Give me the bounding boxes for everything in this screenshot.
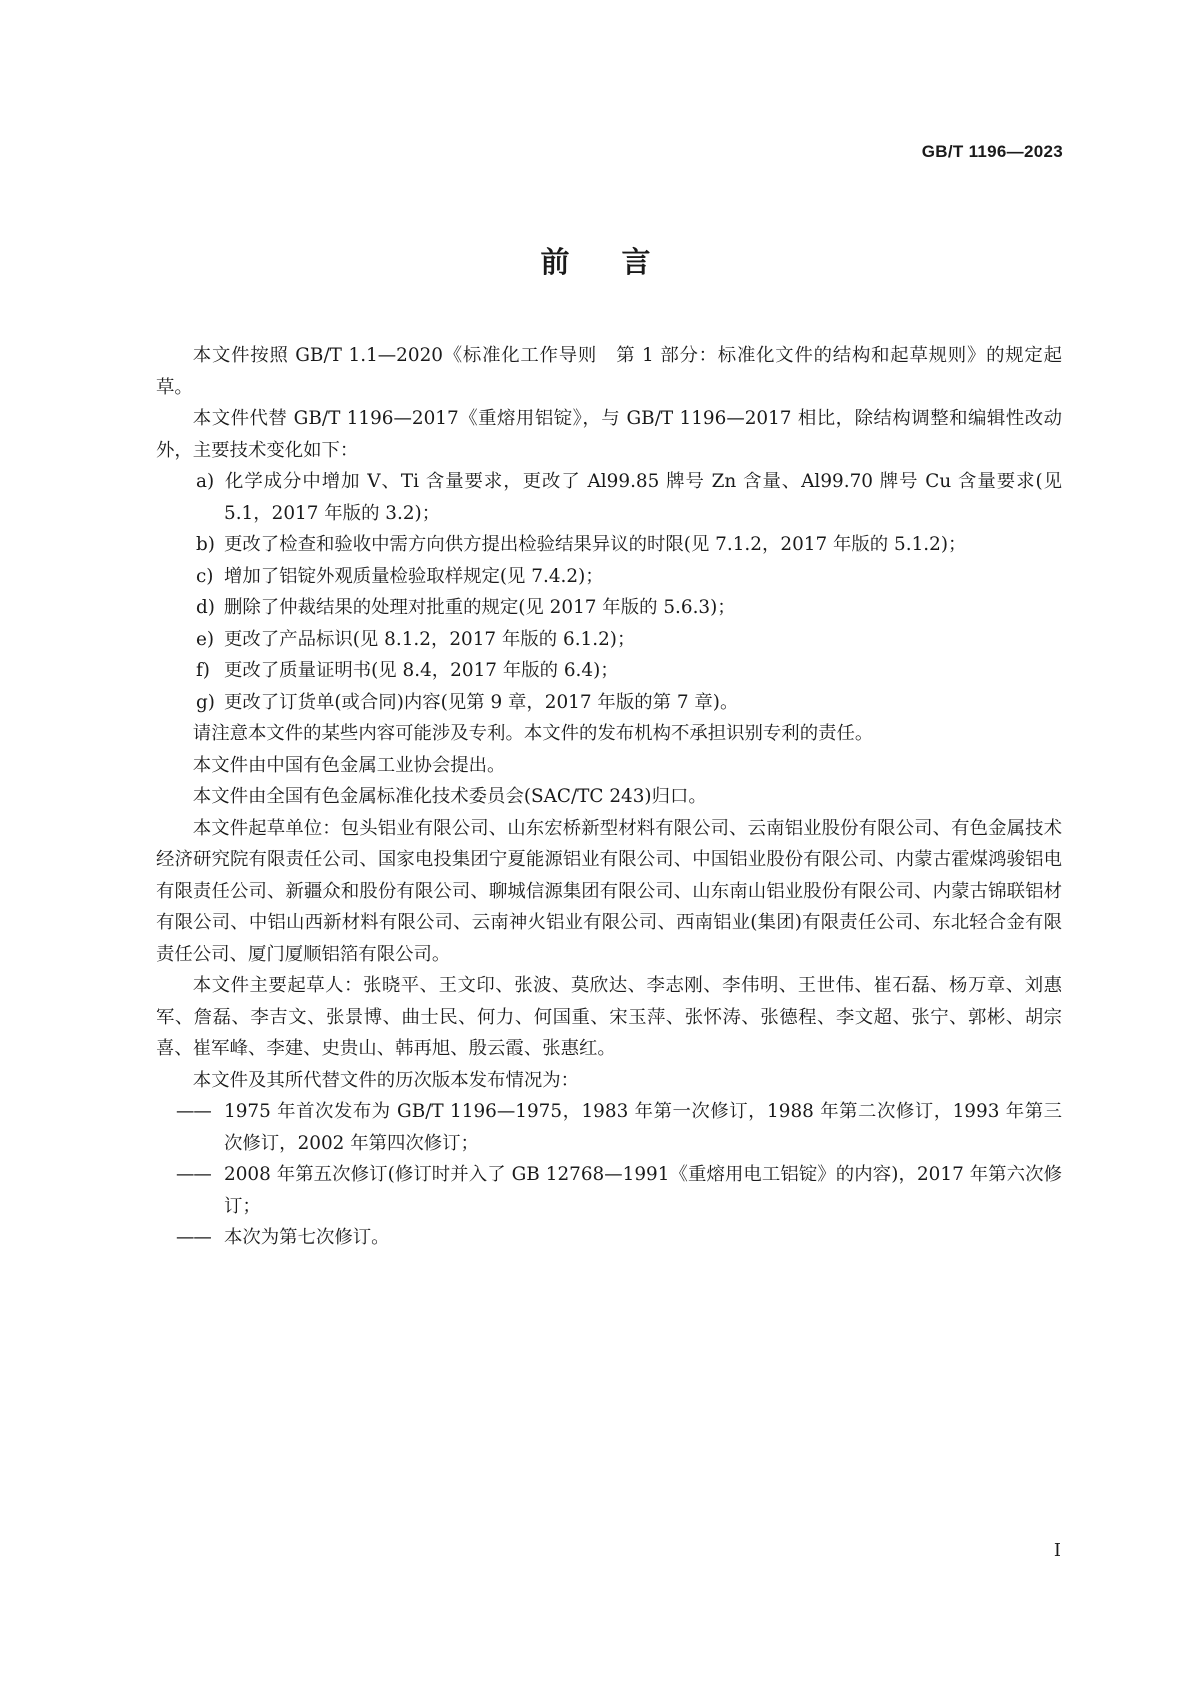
change-item-g: g) 更改了订货单(或合同)内容(见第 9 章，2017 年版的第 7 章)。 bbox=[196, 691, 739, 713]
document-body bbox=[156, 340, 1062, 1254]
history-item-2: —— 2008 年第五次修订(修订时并入了 GB 12768—1991《重熔用电工铝锭》的内容)，2017 年第六次修订； bbox=[176, 1164, 1062, 1217]
paragraph-replacement: 本文件代替 GB/T 1196—2017《重熔用铝锭》，与 GB/T 1196—2017 相比，除结构调整和编辑性改动外，主要技术变化如下： bbox=[156, 408, 1062, 461]
page-title: 前言 bbox=[540, 245, 703, 279]
change-item-a: a) 化学成分中增加 V、Ti 含量要求，更改了 Al99.85 牌号 Zn 含量、Al99.70 牌号 Cu 含量要求(见 5.1，2017 年版的 3.2)； bbox=[196, 471, 1062, 524]
paragraph-history-intro: 本文件及其所代替文件的历次版本发布情况为： bbox=[192, 1069, 580, 1091]
history-item-1: —— 1975 年首次发布为 GB/T 1196—1975，1983 年第一次修订，1988 年第二次修订，1993 年第三次修订，2002 年第四次修订； bbox=[176, 1101, 1062, 1154]
change-item-d: d) 删除了仲裁结果的处理对批重的规定(见 2017 年版的 5.6.3)； bbox=[196, 597, 736, 618]
paragraph-drafting-units: 本文件起草单位：包头铝业有限公司、山东宏桥新型材料有限公司、云南铝业股份有限公司、有色金属技术经济研究院有限责任公司、国家电投集团宁夏能源铝业有限公司、中国铝业股份有限公司、内蒙古霍煤鸿骏铝电有限责任公司、新疆众和股份有限公司、聊城信源集团有限公司、山东南山铝业股份有限公司、内蒙古锦联铝材有限公司、中铝山西新材料有限公司、云南神火铝业有限公司、西南铝业(集团)有限责任公司、东北轻合金有限责任公司、厦门厦顺铝箔有限公司。 bbox=[156, 817, 1062, 965]
change-item-c: c) 增加了铝锭外观质量检验取样规定(见 7.4.2)； bbox=[196, 565, 604, 587]
paragraph-patent-notice: 请注意本文件的某些内容可能涉及专利。本文件的发布机构不承担识别专利的责任。 bbox=[192, 723, 874, 744]
change-item-e: e) 更改了产品标识(见 8.1.2，2017 年版的 6.1.2)； bbox=[196, 628, 636, 650]
standard-code: GB/T 1196—2023 bbox=[921, 142, 1063, 161]
change-item-b: b) 更改了检查和验收中需方向供方提出检验结果异议的时限(见 7.1.2，2017 年版的 5.1.2)； bbox=[196, 534, 967, 555]
page-number: I bbox=[1053, 1540, 1061, 1561]
history-item-3: —— 本次为第七次修订。 bbox=[176, 1227, 390, 1248]
change-item-f: f) 更改了质量证明书(见 8.4，2017 年版的 6.4)； bbox=[196, 660, 619, 681]
paragraph-drafters: 本文件主要起草人：张晓平、王文印、张波、莫欣达、李志刚、李伟明、王世伟、崔石磊、杨万章、刘惠军、詹磊、李吉文、张景博、曲士民、何力、何国重、宋玉萍、张怀涛、张德程、李文超、张宁、郭彬、胡宗喜、崔军峰、李建、史贵山、韩再旭、殷云霞、张惠红。 bbox=[156, 975, 1062, 1059]
paragraph-committee: 本文件由全国有色金属标准化技术委员会(SAC/TC 243)归口。 bbox=[192, 786, 707, 807]
paragraph-drafting-rules: 本文件按照 GB/T 1.1—2020《标准化工作导则 第 1 部分：标准化文件的结构和起草规则》的规定起草。 bbox=[156, 345, 1062, 398]
paragraph-proposer: 本文件由中国有色金属工业协会提出。 bbox=[192, 754, 506, 776]
